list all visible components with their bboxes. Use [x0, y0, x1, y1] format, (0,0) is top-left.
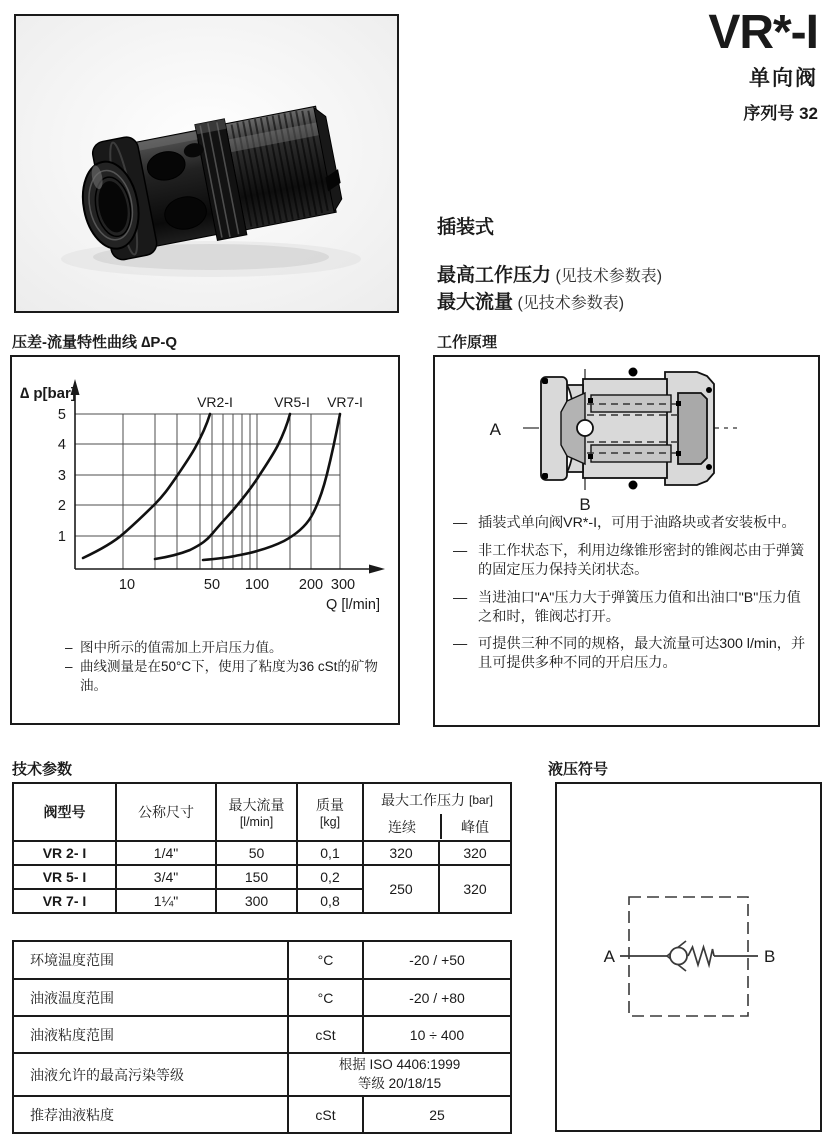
port-b-label: B: [579, 495, 591, 514]
header-pressure-label: 最大工作压力: [380, 791, 465, 808]
dp-q-chart-frame: [10, 355, 400, 725]
cell-mass: 0,1: [297, 841, 363, 865]
cell-unit: °C: [288, 941, 363, 979]
cell-iso-merged: [288, 1053, 511, 1096]
y-tick-1: 1: [57, 529, 66, 545]
cell-unit: cSt: [288, 1016, 363, 1053]
symbol-frame: [555, 782, 822, 1132]
header-pressure: [363, 783, 511, 841]
max-pressure-line: [437, 263, 662, 290]
y-tick-5: 5: [57, 407, 66, 423]
bullet-dash: —: [453, 589, 468, 606]
tech-parameters-table: [12, 782, 512, 914]
bullet-1-text: 插装式单向阀VR*-I，可用于油路块或者安装板中。: [478, 515, 796, 531]
intro-block: [437, 212, 662, 317]
note-dash: –: [65, 640, 73, 655]
x-tick-300: 300: [330, 577, 356, 593]
header-pressure-unit: [bar]: [468, 792, 493, 807]
symbol-port-b-label: B: [764, 947, 776, 966]
cell-peak: 320: [439, 841, 511, 865]
cell-unit: °C: [288, 979, 363, 1016]
cell-continuous-merged: 250: [363, 865, 439, 913]
symbol-port-a-label: A: [603, 947, 615, 966]
y-tick-2: 2: [57, 498, 66, 514]
header-mass: [297, 783, 363, 841]
bullet-3: [453, 589, 809, 627]
cell-model: VR 5- I: [13, 865, 116, 889]
valve-cross-section-diagram: [435, 357, 818, 515]
chart-section-title: 压差-流量特性曲线 ∆P-Q: [12, 334, 178, 351]
bullet-4-text: 可提供三种不同的规格，最大流量可达300 l/min，并且可提供多种不同的开启压力。: [478, 636, 806, 672]
header-peak: 峰值: [440, 814, 508, 839]
x-axis-arrow: [369, 565, 385, 574]
cell-label: 油液允许的最高污染等级: [13, 1053, 288, 1096]
header-model: 阀型号: [13, 783, 116, 841]
cell-mass: 0,8: [297, 889, 363, 913]
bullet-dash: —: [453, 542, 468, 559]
note-dash: –: [65, 659, 73, 675]
y-axis-label: ∆ p[bar]: [20, 385, 76, 402]
tech-section-title: 技术参数: [12, 761, 73, 778]
y-tick-4: 4: [57, 437, 66, 453]
cell-size: 1/4": [116, 841, 216, 865]
check-ball: [670, 948, 687, 965]
check-valve-symbol: [557, 784, 820, 1130]
cell-label: 环境温度范围: [13, 941, 288, 979]
table-row: [13, 941, 511, 979]
cell-value: -20 / +50: [363, 941, 511, 979]
curve-labels: [197, 394, 363, 410]
cell-value: 10 ÷ 400: [363, 1016, 511, 1053]
conditions-table: [12, 940, 512, 1134]
cell-label: 推荐油液粘度: [13, 1096, 288, 1133]
x-tick-labels: [119, 577, 355, 593]
x-axis-label: Q [l/min]: [326, 597, 380, 613]
poppet-ball: [577, 420, 593, 436]
bullet-1: [453, 514, 809, 533]
y-tick-3: 3: [57, 468, 66, 484]
chart-note-2-text: 曲线测量是在50°C下，使用了粘度为36 cSt的矿物油。: [80, 659, 378, 694]
header-flow: [216, 783, 297, 841]
tech-header-row: [13, 783, 511, 841]
chart-grid: [75, 414, 340, 569]
cell-value: -20 / +80: [363, 979, 511, 1016]
max-flow-note: (见技术参数表): [513, 294, 625, 312]
cell-model: VR 2- I: [13, 841, 116, 865]
dp-q-chart: [12, 357, 394, 629]
cell-size: 3/4": [116, 865, 216, 889]
cell-unit: cSt: [288, 1096, 363, 1133]
chart-note-1: [65, 638, 389, 657]
bullet-3-text: 当进油口"A"压力大于弹簧压力值和出油口"B"压力值之和时，锥阀芯打开。: [478, 589, 801, 625]
cell-continuous: 320: [363, 841, 439, 865]
table-row: [13, 979, 511, 1016]
bullet-dash: —: [453, 636, 468, 653]
valve-type-title: 单向阀: [749, 67, 818, 91]
y-tick-labels: [58, 407, 66, 545]
cell-label: 油液粘度范围: [13, 1016, 288, 1053]
cell-label: 油液温度范围: [13, 979, 288, 1016]
curve-label-vr5: VR5-I: [274, 394, 310, 410]
title-block: [708, 8, 818, 124]
iso-line-1: 根据 ISO 4406:1999: [338, 1057, 461, 1073]
max-pressure-note: (见技术参数表): [551, 268, 663, 285]
chart-notes: [65, 638, 389, 695]
symbol-lines: [620, 941, 758, 971]
product-photo-frame: [14, 14, 399, 313]
model-title: VR*-I: [708, 6, 818, 59]
header-flow-label: 最大流量: [228, 797, 285, 813]
chart-note-1-text: 图中所示的值需加上开启压力值。: [80, 640, 283, 655]
header-mass-label: 质量: [316, 797, 344, 813]
table-row: [13, 1016, 511, 1053]
table-row: [13, 1053, 511, 1096]
header-size: 公称尺寸: [116, 783, 216, 841]
cell-size: 1¼": [116, 889, 216, 913]
header-flow-unit: [l/min]: [239, 815, 274, 829]
principle-section-title: 工作原理: [437, 334, 498, 351]
max-pressure-label: 最高工作压力: [437, 265, 552, 286]
chart-note-2: [65, 657, 389, 695]
x-tick-100: 100: [244, 577, 270, 593]
principle-frame: [433, 355, 820, 727]
max-flow-line: [437, 290, 662, 317]
valve-body: [541, 372, 714, 485]
header-mass-unit: [kg]: [319, 815, 341, 829]
table-row: [13, 841, 511, 865]
header-continuous: 连续: [388, 818, 416, 835]
cell-flow: 50: [216, 841, 297, 865]
cell-flow: 300: [216, 889, 297, 913]
cell-peak-merged: 320: [439, 865, 511, 913]
x-tick-10: 10: [118, 577, 136, 593]
port-a-label: A: [489, 420, 501, 439]
cell-flow: 150: [216, 865, 297, 889]
curve-label-vr2: VR2-I: [197, 394, 233, 410]
cell-value: 25: [363, 1096, 511, 1133]
mount-style-label: 插装式: [437, 217, 495, 238]
x-tick-50: 50: [203, 577, 221, 593]
bullet-2-text: 非工作状态下，利用边缘锥形密封的锥阀芯由于弹簧的固定压力保持关闭状态。: [478, 542, 805, 578]
series-number: 序列号 32: [743, 104, 818, 124]
max-flow-label: 最大流量: [437, 291, 514, 313]
cell-mass: 0,2: [297, 865, 363, 889]
bullet-2: [453, 542, 809, 580]
iso-line-2: 等级 20/18/15: [357, 1075, 442, 1091]
bullet-dash: —: [453, 515, 468, 531]
symbol-section-title: 液压符号: [548, 761, 609, 778]
table-row: [13, 865, 511, 889]
table-row: [13, 1096, 511, 1133]
bullet-4: [453, 635, 809, 673]
curve-vr7: [203, 414, 340, 560]
cartridge-valve-photo-icon: [16, 16, 397, 311]
cell-model: VR 7- I: [13, 889, 116, 913]
x-tick-200: 200: [298, 577, 324, 593]
curve-label-vr7: VR7-I: [327, 394, 363, 410]
principle-bullets: [453, 514, 809, 682]
